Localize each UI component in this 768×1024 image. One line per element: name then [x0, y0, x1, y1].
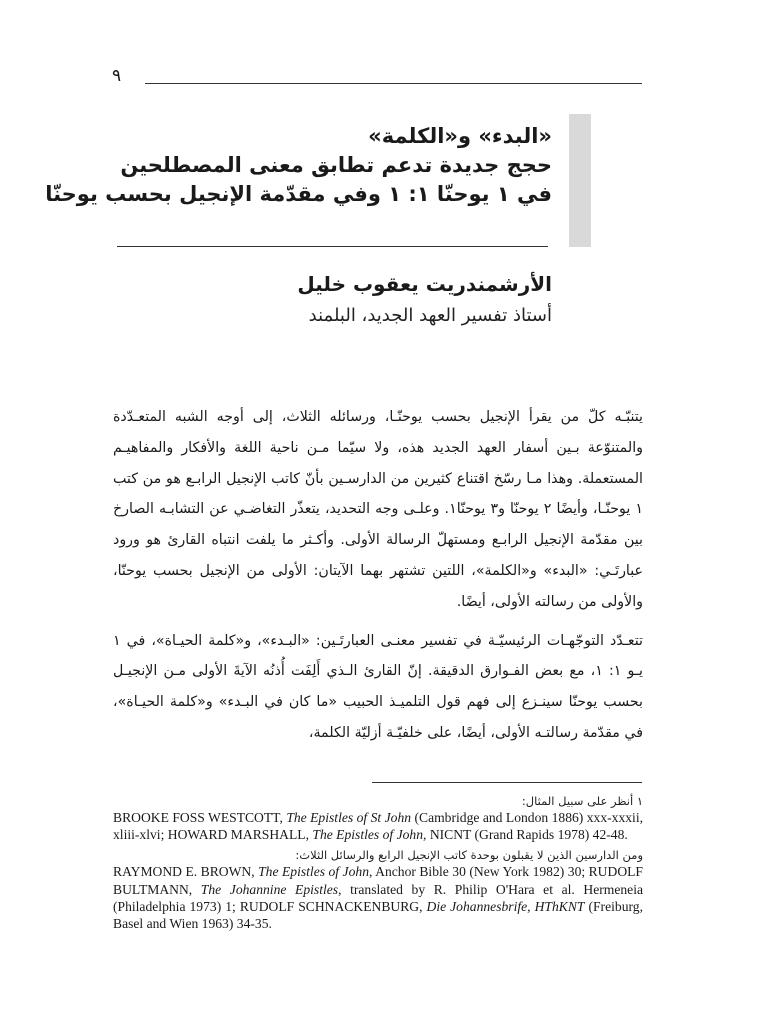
footnotes	[113, 793, 643, 936]
citation-title: The Epistles of John	[312, 827, 424, 843]
title-side-bar	[569, 114, 591, 247]
citation-details: , translated by R. Philip O'Hara et al. Hermeneia (Philadelphia 1973) 1; RUDOLF SCHNACKENBURG,	[113, 881, 644, 914]
title-line-3: في ١ يوحنّا ١: ١ وفي مقدّمة الإنجيل بحسب يوحنّا	[45, 182, 552, 206]
title-line-1: «البدء» و«الكلمة»	[368, 124, 552, 148]
footnote-1-citation	[113, 809, 643, 843]
citation-author: RAYMOND E. BROWN,	[113, 864, 259, 880]
citation-title: Die Johannesbrife, HThKNT	[426, 898, 585, 914]
page-number: ٩	[112, 66, 122, 86]
footnote-2-citation	[113, 863, 643, 932]
paragraph-1: يتنبّـه كلّ من يقرأ الإنجيل بحسب يوحنّـا، ورسائله الثلاث، إلى أوجه الشبه المتعـدّدة والمتنوّعة بـين أسفار العهد الجديد هذه، ولا سيّما مـن ناحية اللغة والأفكار والمفاهيـم المستعملة. وهذا مـا رسّخ اقتناع كثيرين من الدارسـين بأنّ كاتب الإنجيل الرابـع هو من كتب ١ يوحنّـا، وأيضًا ٢ يوحنّا و٣ يوحنّا١. وعلـى وجه التحديد، يتعذّر التغاضـي عن التشابـه الصارخ بين مقدّمة الإنجيل الرابـع ومستهلّ الرسالة الأولى. وأكـثر ما يلفت انتباه القارئ هو ورود عبارتَـي: «البدء» و«الكلمة»، اللتين تشتهر بهما الآيتان: الأولى من الإنجيل بحسب يوحنّا، والأولى من رسالته الأولى، أيضًا.	[113, 409, 644, 610]
author-affiliation: أستاذ تفسير العهد الجديد، البلمند	[308, 305, 552, 326]
paragraph-2: تتعـدّد التوجّهـات الرئيسيّـة في تفسير معنـى العبارتَـين: «البـدء»، و«كلمة الحيـاة»، في ١ يـو ١: ١، مع بعض الفـوارق الدقيقة. إنّ القارئ الـذي أَلِفَت أُذنُه الآيةَ الأولى مـن الإنجيـل بحسب يوحنّا سينـزع إلى فهم قول التلميـذ الحبيب «ما كان في البـدء» و«كلمة الحيـاة»، في مقدّمة رسالتـه الأولى، أيضًا، على خلفيّـة أزليّة الكلمة،	[113, 632, 643, 741]
citation-details: , Anchor Bible 30 (New York 1982) 30; RUDOLF BULTMANN,	[113, 864, 643, 897]
author-name: الأرشمندريت يعقوب خليل	[297, 272, 552, 296]
body-text	[113, 402, 643, 749]
title-rule	[117, 246, 548, 247]
header-rule	[145, 83, 642, 84]
citation-details: (Freiburg, Basel and Wien 1963) 34-35.	[113, 898, 643, 932]
citation-title: The Epistles of John	[258, 864, 369, 880]
footnote-rule	[372, 782, 642, 783]
citation-details: (Cambridge and London 1886) xxx-xxxii, xliii-xlvi; HOWARD MARSHALL,	[113, 810, 644, 843]
citation-author: BROOKE FOSS WESTCOTT,	[113, 810, 287, 825]
citation-title: The Johannine Epistles	[200, 881, 339, 897]
footnote-2-intro: ومن الدارسين الذين لا يقبلون بوحدة كاتب الإنجيل الرابع والرسائل الثلاث:	[295, 848, 643, 863]
citation-details: , NICNT (Grand Rapids 1978) 42-48.	[423, 827, 628, 843]
article-title	[45, 122, 552, 209]
citation-title: The Epistles of St John	[286, 810, 412, 825]
footnote-1-intro: ١ أنظر على سبيل المثال:	[521, 794, 643, 808]
title-line-2: حجج جديدة تدعم تطابق معنى المصطلحين	[120, 153, 552, 177]
